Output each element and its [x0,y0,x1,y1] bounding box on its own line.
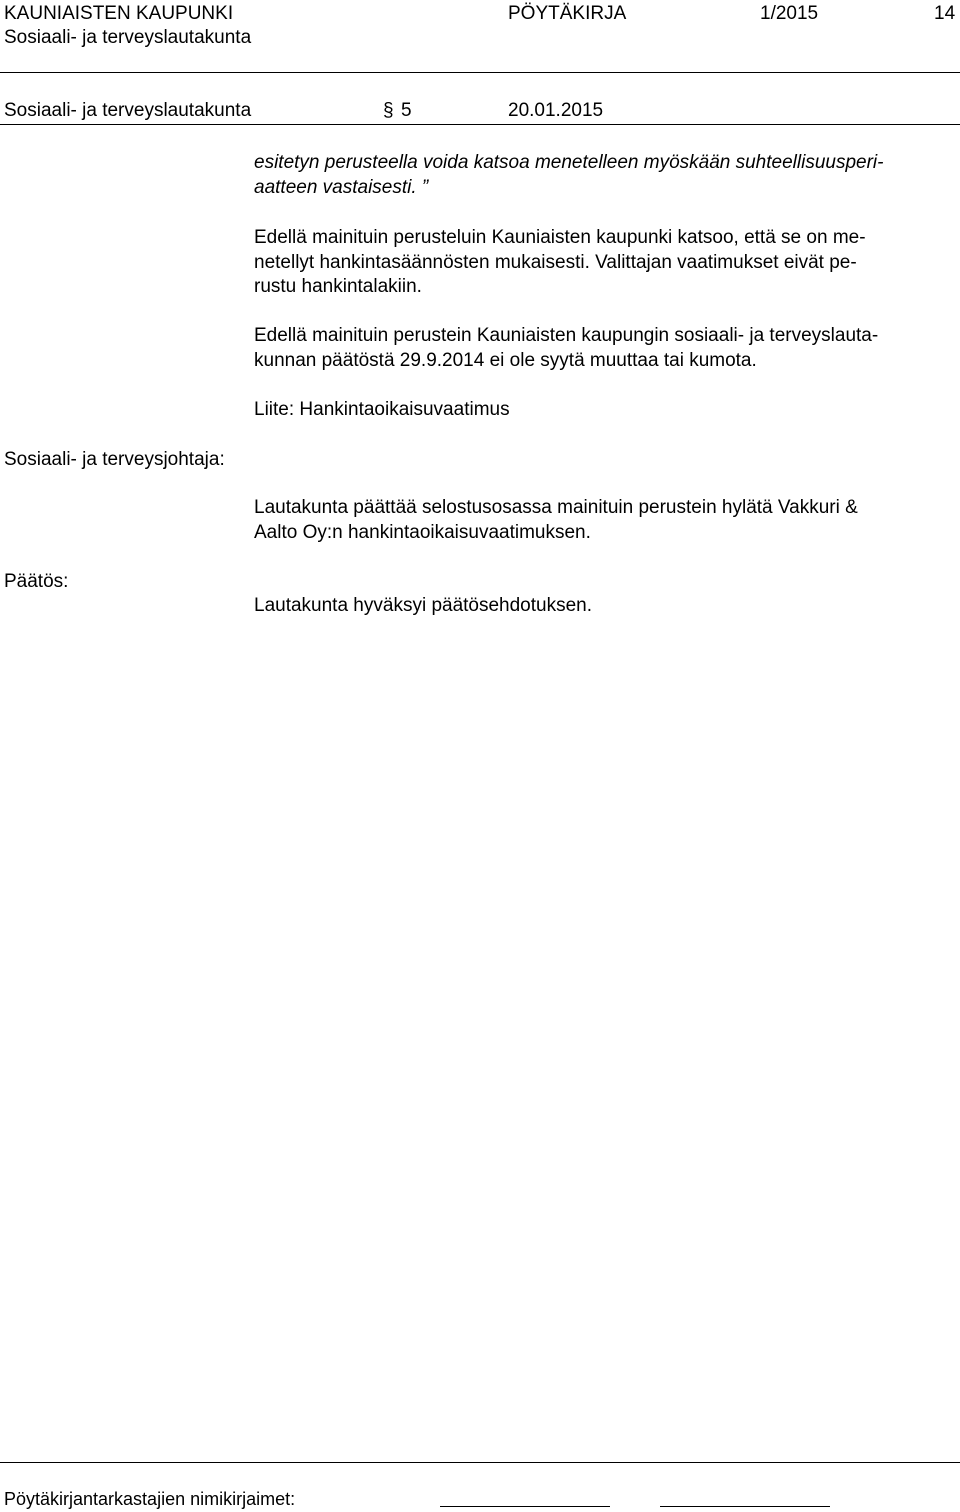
section-divider [0,124,960,125]
initials-line-2[interactable] [660,1506,830,1507]
paragraph-line: kunnan päätöstä 29.9.2014 ei ole syytä muuttaa tai kumota. [254,349,757,371]
document-type: PÖYTÄKIRJA [508,3,627,24]
reasoning-paragraph [254,226,944,300]
decision-text: Lautakunta hyväksyi päätösehdotuksen. [254,595,593,616]
quote-continuation [254,151,944,200]
reviewers-initials-label: Pöytäkirjantarkastajien nimikirjaimet: [4,1489,296,1509]
section-number: 5 [401,100,412,121]
conclusion-paragraph [254,324,944,373]
proposer-label: Sosiaali- ja terveysjohtaja: [4,449,225,470]
section-symbol: § [383,100,394,121]
paragraph-line: netellyt hankintasäännösten mukaisesti. Valittajan vaatimukset eivät pe- [254,251,857,273]
document-number: 1/2015 [760,3,819,24]
proposal-line: Lautakunta päättää selostusosassa mainituin perustein hylätä Vakkuri & [254,497,858,518]
quote-line: aatteen vastaisesti. ” [254,176,429,198]
section-committee: Sosiaali- ja terveyslautakunta [4,100,252,121]
proposal-text [254,496,944,545]
attachment-link[interactable]: Hankintaoikaisuvaatimus [299,399,510,420]
page-number: 14 [934,3,956,24]
header-divider [0,72,960,73]
paragraph-line: Edellä mainituin perustein Kauniaisten kaupungin sosiaali- ja terveyslauta- [254,325,879,346]
decision-label: Päätös: [4,571,69,592]
attachment-line [254,398,510,422]
attachment-label: Liite: [254,399,295,420]
proposal-line: Aalto Oy:n hankintaoikaisuvaatimuksen. [254,521,591,543]
paragraph-line: rustu hankintalakiin. [254,276,422,297]
footer-divider [0,1462,960,1463]
quote-line: esitetyn perusteella voida katsoa menetelleen myöskään suhteellisuusperi- [254,152,884,173]
organization-name: KAUNIAISTEN KAUPUNKI [4,3,234,24]
initials-line-1[interactable] [440,1506,610,1507]
paragraph-line: Edellä mainituin perusteluin Kauniaisten kaupunki katsoo, että se on me- [254,227,866,248]
committee-name: Sosiaali- ja terveyslautakunta [4,27,252,48]
meeting-date: 20.01.2015 [508,100,604,121]
